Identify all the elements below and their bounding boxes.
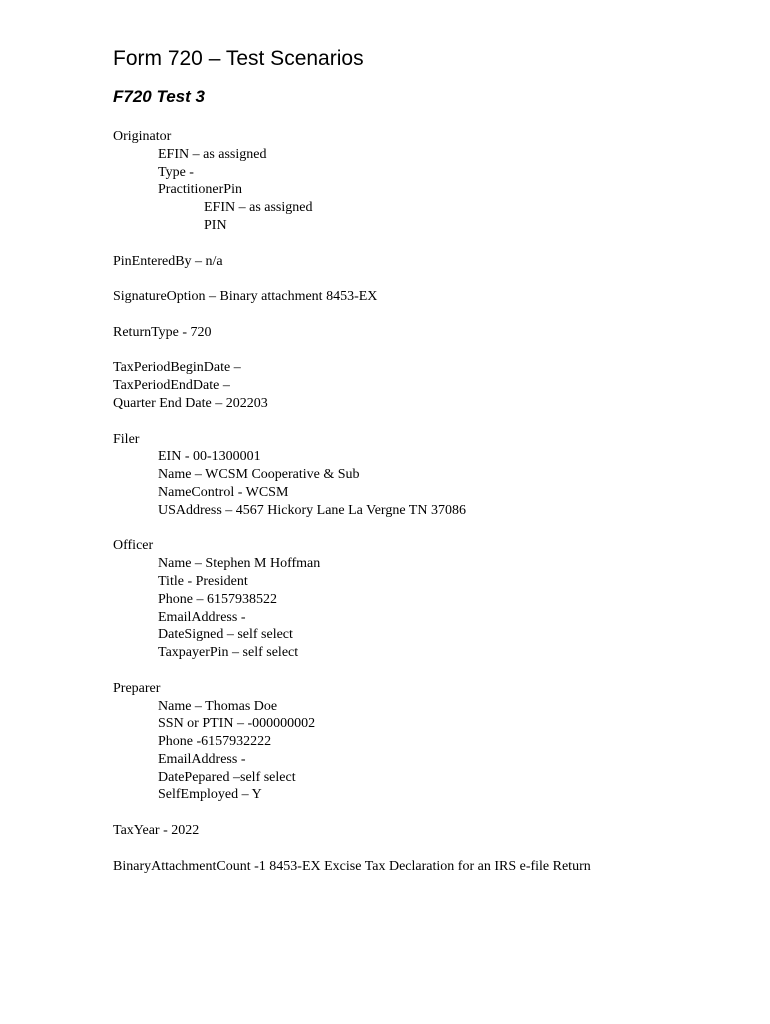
practitioner-pin: PIN (204, 217, 227, 233)
practitioner-pin-heading: PractitionerPin (158, 182, 242, 198)
test-subtitle: F720 Test 3 (113, 87, 205, 106)
filer-us-address: USAddress – 4567 Hickory Lane La Vergne TN 37086 (158, 502, 466, 518)
preparer-date-prepared: DatePepared –self select (158, 769, 296, 785)
preparer-email: EmailAddress - (158, 751, 246, 767)
originator-efin: EFIN – as assigned (158, 146, 267, 162)
quarter-end-date: Quarter End Date – 202203 (113, 395, 268, 411)
preparer-section (113, 680, 591, 805)
originator-type: Type - (158, 164, 194, 180)
signature-option: SignatureOption – Binary attachment 8453-EX (113, 289, 378, 305)
officer-name: Name – Stephen M Hoffman (158, 556, 321, 572)
pin-entered-by: PinEnteredBy – n/a (113, 253, 223, 269)
return-type: ReturnType - 720 (113, 324, 212, 340)
preparer-ssn-ptin: SSN or PTIN – -000000002 (158, 716, 316, 732)
tax-period-section (113, 359, 591, 412)
officer-phone: Phone – 6157938522 (158, 591, 277, 607)
officer-section (113, 537, 591, 662)
preparer-name: Name – Thomas Doe (158, 698, 278, 714)
binary-attachment-count: BinaryAttachmentCount -1 8453-EX Excise Tax Declaration for an IRS e-file Return (113, 858, 591, 874)
preparer-phone: Phone -6157932222 (158, 734, 272, 750)
filer-heading: Filer (113, 431, 140, 447)
filer-name: Name – WCSM Cooperative & Sub (158, 467, 360, 483)
officer-email: EmailAddress - (158, 609, 246, 625)
practitioner-efin: EFIN – as assigned (204, 200, 313, 216)
page-title: Form 720 – Test Scenarios (113, 47, 364, 70)
tax-period-end: TaxPeriodEndDate – (113, 378, 230, 394)
officer-title: Title - President (158, 573, 248, 589)
preparer-self-employed: SelfEmployed – Y (158, 787, 262, 803)
tax-period-begin: TaxPeriodBeginDate – (113, 360, 241, 376)
originator-section (113, 128, 591, 235)
filer-ein: EIN - 00-1300001 (158, 449, 261, 465)
officer-heading: Officer (113, 538, 154, 554)
tax-year: TaxYear - 2022 (113, 823, 200, 839)
document-body (113, 128, 591, 875)
filer-section (113, 431, 591, 520)
officer-date-signed: DateSigned – self select (158, 627, 293, 643)
officer-taxpayer-pin: TaxpayerPin – self select (158, 645, 299, 661)
preparer-heading: Preparer (113, 680, 161, 696)
originator-heading: Originator (113, 129, 172, 144)
filer-name-control: NameControl - WCSM (158, 484, 289, 500)
